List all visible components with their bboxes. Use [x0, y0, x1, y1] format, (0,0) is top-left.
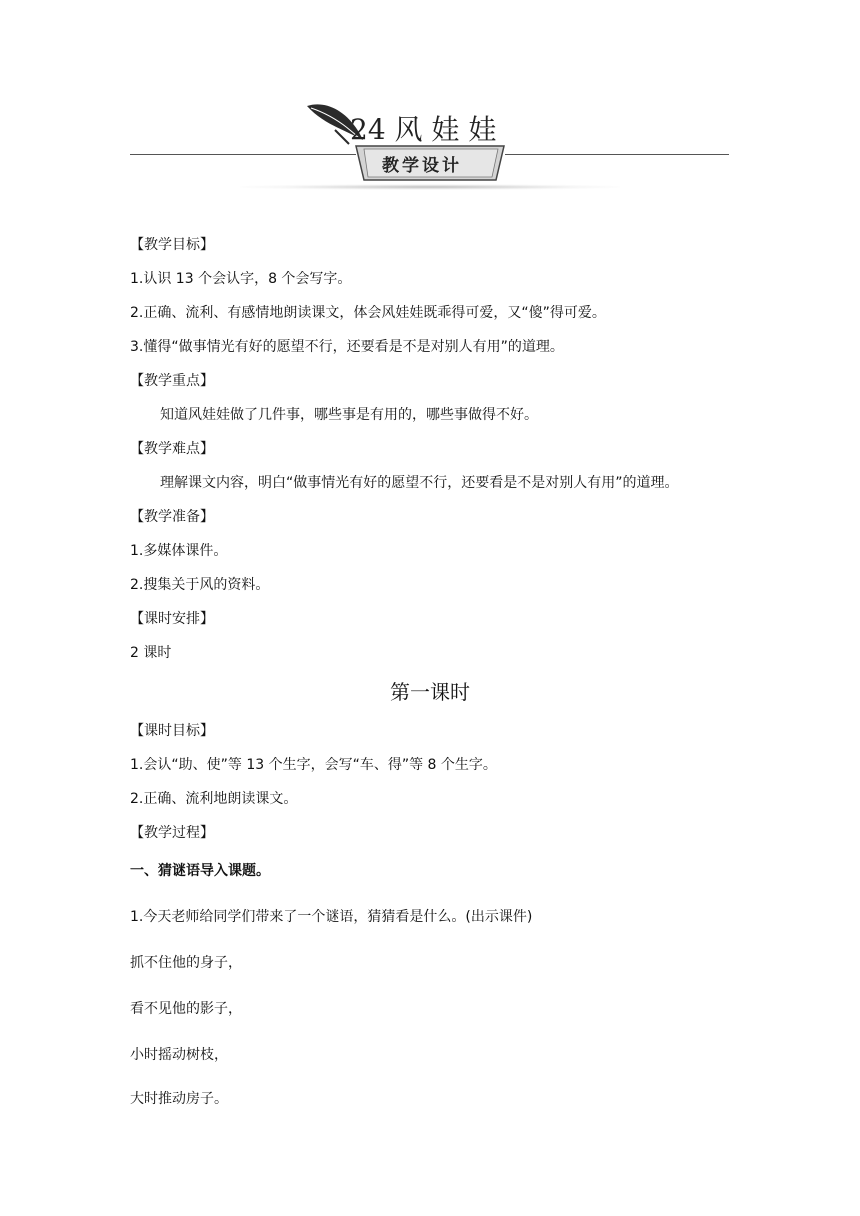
heading-teaching-goals: 【教学目标】 [130, 237, 214, 253]
heading-lesson-goals: 【课时目标】 [130, 723, 214, 739]
goal-item: 2.正确、流利、有感情地朗读课文，体会风娃娃既乖得可爱，又“傻”得可爱。 [130, 305, 606, 321]
heading-difficulties: 【教学难点】 [130, 441, 214, 457]
lesson-goal-item: 1.会认“助、使”等 13 个生字，会写“车、得”等 8 个生字。 [130, 757, 497, 773]
divider-right [505, 154, 729, 155]
lesson-title: 第一课时 [390, 680, 470, 704]
schedule-text: 2 课时 [130, 645, 172, 661]
difficulty-text: 理解课文内容，明白“做事情光有好的愿望不行，还要看是不是对别人有用”的道理。 [160, 475, 679, 491]
preparation-item: 2.搜集关于风的资料。 [130, 577, 270, 593]
section-badge-label: 教学设计 [382, 156, 462, 176]
heading-schedule: 【课时安排】 [130, 611, 214, 627]
goal-item: 1.认识 13 个会认字，8 个会写字。 [130, 271, 352, 287]
heading-process: 【教学过程】 [130, 825, 214, 841]
riddle-line: 小时摇动树枝， [130, 1047, 228, 1063]
process-paragraph: 1.今天老师给同学们带来了一个谜语，猜猜看是什么。(出示课件) [130, 909, 533, 925]
divider-left [130, 154, 356, 155]
heading-key-points: 【教学重点】 [130, 373, 214, 389]
riddle-line: 看不见他的影子， [130, 1001, 242, 1017]
page-header [0, 0, 860, 200]
preparation-item: 1.多媒体课件。 [130, 543, 228, 559]
goal-item: 3.懂得“做事情光有好的愿望不行，还要看是不是对别人有用”的道理。 [130, 339, 564, 355]
riddle-line: 大时推动房子。 [130, 1091, 228, 1107]
process-step-heading: 一、猜谜语导入课题。 [130, 863, 270, 879]
header-shadow [240, 184, 620, 190]
page-title: 24 风 娃 娃 [350, 113, 497, 146]
key-point-text: 知道风娃娃做了几件事，哪些事是有用的，哪些事做得不好。 [160, 407, 538, 423]
heading-preparation: 【教学准备】 [130, 509, 214, 525]
lesson-goal-item: 2.正确、流利地朗读课文。 [130, 791, 298, 807]
riddle-line: 抓不住他的身子， [130, 955, 242, 971]
